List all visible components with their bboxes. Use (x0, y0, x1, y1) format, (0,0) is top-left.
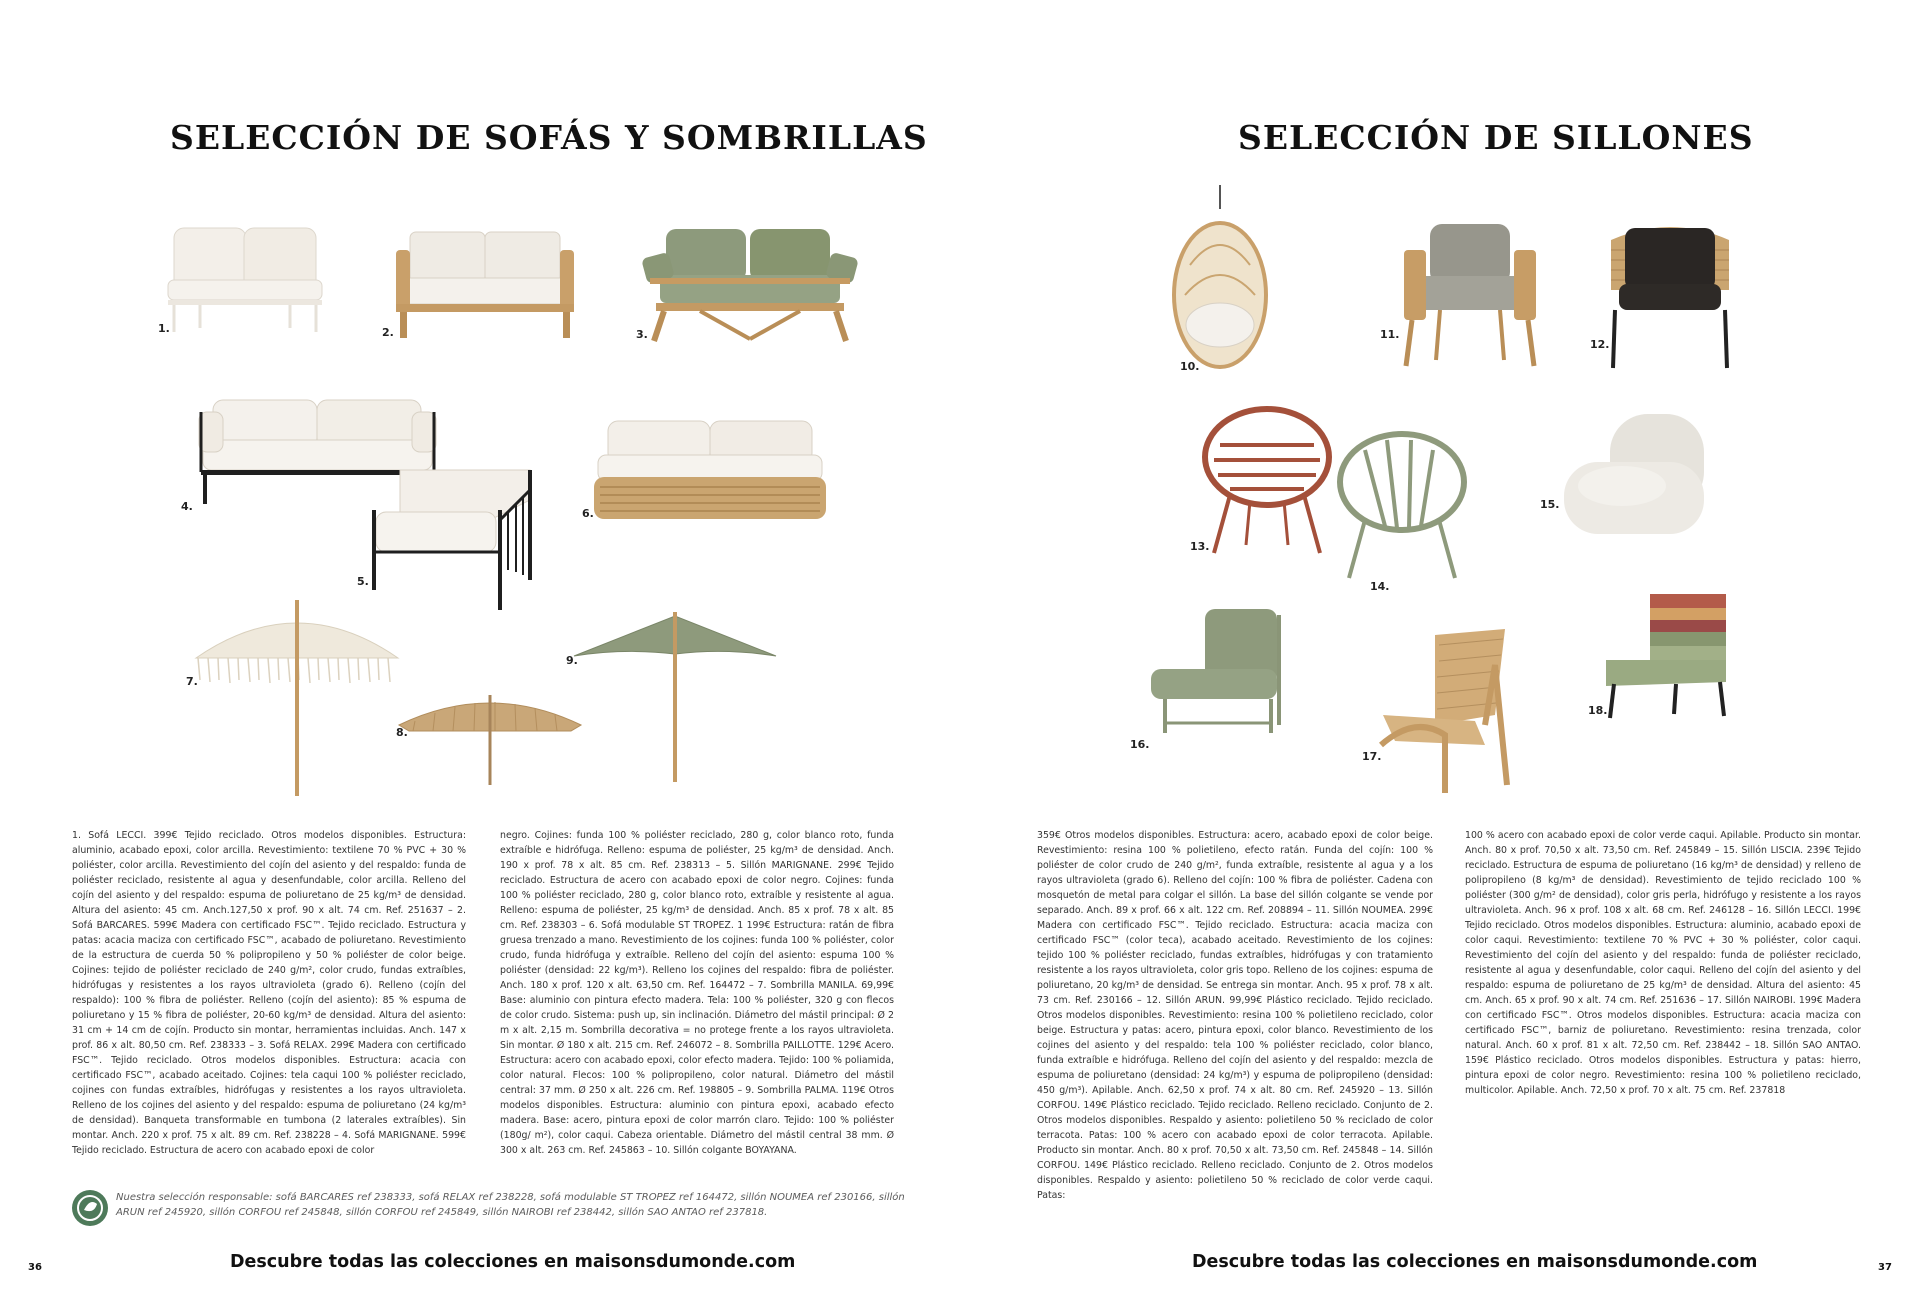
product-number: 11. (1380, 328, 1400, 341)
product-number: 5. (357, 575, 369, 588)
product-number: 3. (636, 328, 648, 341)
product-number: 18. (1588, 704, 1608, 717)
description-column: 1. Sofá LECCI. 399€ Tejido reciclado. Otros modelos disponibles. Estructura: aluminio, acabado epoxi, color arcilla. Revestimiento: textilene 70 % PVC + 30 % poliéster, color arcilla. Revestimiento del cojín del asiento y del respaldo: funda de poliéster reciclado, resistente al agua y desenfundable, color arcilla. Relleno del cojín del asiento y del respaldo: espuma de poliuretano de 25 kg/m³ de densidad. Altura del asiento: 45 cm. Anch.127,50 x prof. 90 x alt. 74 cm. Ref. 251637 – 2. Sofá BARCARES. 599€ Madera con certificado FSC™. Tejido reciclado. Estructura y patas: acacia maciza con certificado FSC™, acabado de poliuretano. Revestimiento de la estructura de cuerda 50 % polipropileno y 50 % poliéster de color beige. Cojines: tejido de poliéster reciclado de 240 g/m², color crudo, fundas extraíbles, hidrófugas y resistentes a los rayos ultravioleta (grado 6). Relleno (cojín del respaldo): 100 % fibra de poliéster. Relleno (cojín del asiento): 85 % espuma de poliuretano y 15 % fibra de poliéster, 20-60 kg/m³ de densidad. Altura del asiento: 31 cm + 14 cm de cojín. Producto sin montar, herramientas incluidas. Anch. 147 x prof. 86 x alt. 80,50 cm. Ref. 238333 – 3. Sofá RELAX. 299€ Madera con certificado FSC™. Tejido reciclado. Otros modelos disponibles. Estructura: acacia con certificado FSC™, acabado aceitado. Cojines: tela caqui 100 % poliéster reciclado, cojines con fundas extraíbles, hidrófugas y resistentes a los rayos ultravioleta. Relleno de los cojines del asiento y del respaldo: espuma de poliuretano (24 kg/m³ de densidad). Banqueta transformable en tumbona (2 laterales extraíbles). Sin montar. Anch. 220 x prof. 75 x alt. 89 cm. Ref. 238228 – 4. Sofá MARIGNANE. 599€ Tejido reciclado. Estructura de acero con acabado epoxi de color (72, 830, 466, 1156)
page-title: SELECCIÓN DE SILLONES (1238, 118, 1754, 157)
sofa-lecci-image (160, 220, 330, 335)
sofa-st-tropez-image (590, 415, 830, 525)
parasol-palma-image (570, 610, 780, 785)
armchair-lecci-image (1145, 605, 1290, 735)
sofa-barcares-image (390, 220, 580, 340)
product-number: 9. (566, 654, 578, 667)
product-number: 14. (1370, 580, 1390, 593)
right-page (960, 0, 1920, 1296)
footer-link-text: Descubre todas las colecciones en maisonsdumonde.com (230, 1252, 796, 1272)
page-number: 37 (1878, 1262, 1892, 1273)
armchair-corfou-green-image (1335, 430, 1470, 580)
product-number: 10. (1180, 360, 1200, 373)
product-number: 15. (1540, 498, 1560, 511)
armchair-arun-image (1605, 220, 1735, 370)
footer-link-text: Descubre todas las colecciones en maisonsdumonde.com (1192, 1252, 1758, 1272)
armchair-noumea-image (1400, 220, 1540, 370)
product-number: 2. (382, 326, 394, 339)
armchair-marignane-image (370, 460, 535, 610)
page-number: 36 (28, 1262, 42, 1273)
parasol-paillotte-image (395, 685, 585, 785)
product-number: 17. (1362, 750, 1382, 763)
description-column: 100 % acero con acabado epoxi de color verde caqui. Apilable. Producto sin montar. Anch. 80 x prof. 70,50 x alt. 73,50 cm. Ref. 245849 – 15. Sillón LISCIA. 239€ Tejido reciclado. Estructura de espuma de poliuretano (16 kg/m³ de densidad) y relleno de polipropileno (8 kg/m³ de densidad). Revestimiento de tejido reciclado 100 % poliéster (300 g/m² de densidad), color gris perla, hidrófugo y resistente a los rayos ultravioleta. Anch. 96 x prof. 108 x alt. 68 cm. Ref. 246128 – 16. Sillón LECCI. 199€ Tejido reciclado. Otros modelos disponibles. Estructura: aluminio, acabado epoxi de color caqui. Revestimiento: textilene 70 % PVC + 30 % poliéster, color caqui. Revestimiento del cojín del asiento y del respaldo: funda de poliéster reciclado, resistente al agua y desenfundable, color caqui. Relleno del cojín del asiento y del respaldo: espuma de poliuretano de 25 kg/m³ de densidad. Altura del asiento: 45 cm. Anch. 65 x prof. 90 x alt. 74 cm. Ref. 251636 – 17. Sillón NAIROBI. 199€ Madera con certificado FSC™. Otros modelos disponibles. Estructura: acacia maciza con certificado FSC™, barniz de poliuretano. Revestimiento: resina trenzada, color natural. Anch. 60 x prof. 81 x alt. 72,50 cm. Ref. 238442 – 18. Sillón SAO ANTAO. 159€ Plástico reciclado. Otros modelos disponibles. Estructura y patas: hierro, pintura epoxi de color negro. Revestimiento: resina 100 % polietileno reciclado, multicolor. Apilable. Anch. 72,50 x prof. 70 x alt. 75 cm. Ref. 237818 (1465, 830, 1861, 1096)
product-number: 8. (396, 726, 408, 739)
product-number: 1. (158, 322, 170, 335)
product-number: 16. (1130, 738, 1150, 751)
description-column: negro. Cojines: funda 100 % poliéster reciclado, 280 g, color blanco roto, funda extraíble e hidrófuga. Relleno: espuma de poliéster, 25 kg/m³ de densidad. Anch. 190 x prof. 78 x alt. 85 cm. Ref. 238313 – 5. Sillón MARIGNANE. 299€ Tejido reciclado. Estructura de acero con acabado epoxi de color negro. Cojines: funda 100 % poliéster reciclado, 280 g, color blanco roto, extraíble y resistente al agua. Relleno: espuma de poliéster, 25 kg/m³ de densidad. Anch. 85 x prof. 78 x alt. 85 cm. Ref. 238303 – 6. Sofá modulable ST TROPEZ. 1 199€ Estructura: ratán de fibra gruesa trenzado a mano. Revestimiento de los cojines: funda 100 % poliéster, color crudo, funda hidrófuga y extraíble. Relleno del cojín del asiento: espuma 100 % poliéster (densidad: 22 kg/m³). Relleno los cojines del respaldo: fibra de poliéster. Anch. 180 x prof. 120 x alt. 63,50 cm. Ref. 164472 – 7. Sombrilla MANILA. 69,99€ Base: aluminio con pintura efecto madera. Tela: 100 % poliéster, 320 g con flecos de color crudo. Sistema: push up, sin inclinación. Diámetro del mástil principal: Ø 2 m x alt. 2,15 m. Sombrilla decorativa = no protege frente a los rayos ultravioleta. Sin montar. Ø 180 x alt. 215 cm. Ref. 246072 – 8. Sombrilla PAILLOTTE. 129€ Acero. Estructura: acero con acabado epoxi, color efecto madera. Tejido: 100 % poliamida, color natural. Flecos: 100 % polipropileno, color natural. Diámetro del mástil central: 37 mm. Ø 250 x alt. 226 cm. Ref. 198805 – 9. Sombrilla PALMA. 119€ Otros modelos disponibles. Estructura: aluminio con pintura epoxi, acabado efecto madera. Base: acero, pintura epoxi de color marrón claro. Tejido: 100 % poliéster (180g/ m²), color caqui. Cabeza orientable. Diámetro del mástil central 38 mm. Ø 300 x alt. 263 cm. Ref. 245863 – 10. Sillón colgante BOYAYANA. (500, 830, 894, 1156)
product-number: 13. (1190, 540, 1210, 553)
armchair-boyayana-image (1170, 185, 1270, 370)
page-title: SELECCIÓN DE SOFÁS Y SOMBRILLAS (170, 118, 928, 157)
product-number: 4. (181, 500, 193, 513)
description-column: 359€ Otros modelos disponibles. Estructura: acero, acabado epoxi de color beige. Revestimiento: resina 100 % polietileno, efecto ratán. Funda del cojín: 100 % poliéster de color crudo de 240 g/m², funda extraíble, resistente al agua y a los rayos ultravioleta (grado 6). Relleno del cojín: 100 % fibra de poliéster. Cadena con mosquetón de metal para colgar el sillón. La base del sillón colgante se vende por separado. Anch. 89 x prof. 66 x alt. 122 cm. Ref. 208894 – 11. Sillón NOUMEA. 299€ Madera con certificado FSC™. Tejido reciclado. Estructura: acacia maciza con certificado FSC™ (color teca), acabado aceitado. Revestimiento de los cojines: tejido 100 % poliéster reciclado, fundas extraíbles, hidrófugas y con tratamiento resistente a los rayos ultravioleta, color gris topo. Relleno de los cojines: espuma de poliuretano, 20 kg/m³ de densidad. Se entrega sin montar. Anch. 95 x prof. 78 x alt. 73 cm. Ref. 230166 – 12. Sillón ARUN. 99,99€ Plástico reciclado. Tejido reciclado. Otros modelos disponibles. Revestimiento: resina 100 % polietileno reciclado, color beige. Estructura y patas: acero, pintura epoxi, color blanco. Revestimiento de los cojines del asiento y del respaldo: tela 100 % poliéster reciclado, color blanco, funda extraíble e hidrófuga. Relleno del cojín del asiento y del respaldo: mezcla de espuma de poliuretano (densidad: 24 kg/m³) y espuma de polipropileno (densidad: 450 g/m³). Apilable. Anch. 62,50 x prof. 74 x alt. 80 cm. Ref. 245920 – 13. Sillón CORFOU. 149€ Plástico reciclado. Tejido reciclado. Relleno reciclado. Conjunto de 2. Otros modelos disponibles. Respaldo y asiento: polietileno 50 % reciclado de color terracota. Patas: 100 % acero con acabado epoxi de color terracota. Apilable. Producto sin montar. Anch. 80 x prof. 70,50 x alt. 73,50 cm. Ref. 245848 – 14. Sillón CORFOU. 149€ Plástico reciclado. Relleno reciclado. Conjunto de 2. Otros modelos disponibles. Respaldo y asiento: polietileno 50 % reciclado de color verde caqui. Patas: (1037, 830, 1433, 1201)
armchair-liscia-image (1560, 410, 1710, 540)
sofa-relax-image (640, 215, 860, 345)
parasol-manila-image (192, 598, 402, 798)
responsible-note-text: Nuestra selección responsable: sofá BARCARES ref 238333, sofá RELAX ref 238228, sofá modulable ST TROPEZ ref 164472, sillón NOUMEA ref 230166, sillón ARUN ref 245920, sillón CORFOU ref 245848, sillón CORFOU ref 245849, sillón NAIROBI ref 238442, sillón SAO ANTAO ref 237818. (116, 1192, 905, 1218)
product-number: 6. (582, 507, 594, 520)
armchair-nairobi-image (1375, 625, 1515, 795)
product-number: 7. (186, 675, 198, 688)
eco-icon (72, 1190, 108, 1226)
armchair-corfou-terracotta-image (1200, 405, 1335, 555)
product-number: 12. (1590, 338, 1610, 351)
armchair-sao-antao-image (1600, 590, 1735, 720)
